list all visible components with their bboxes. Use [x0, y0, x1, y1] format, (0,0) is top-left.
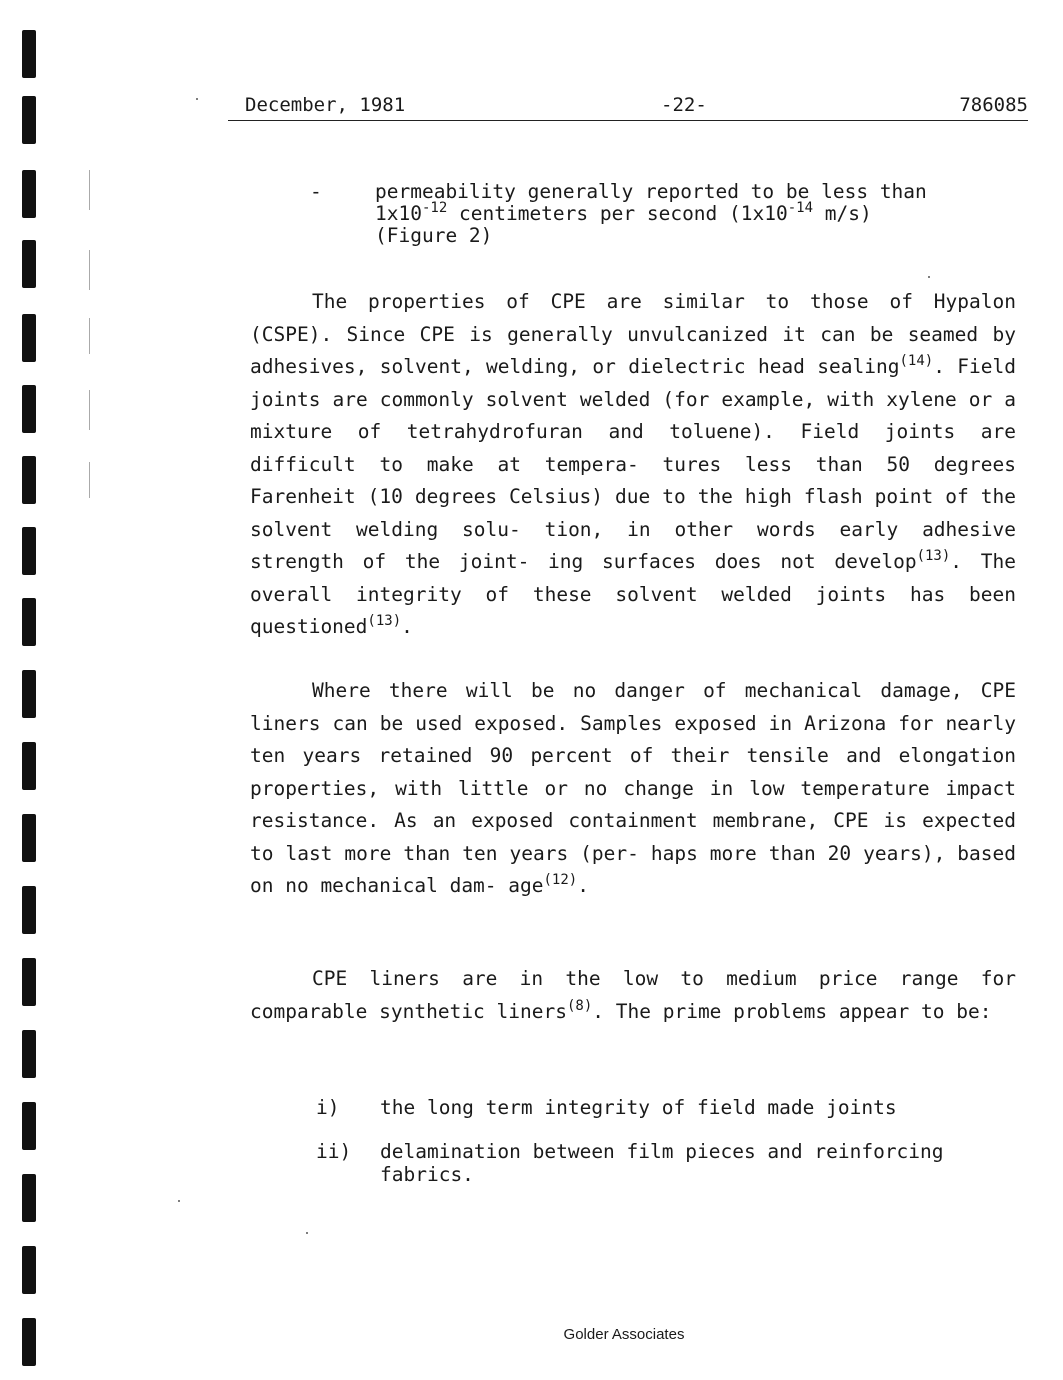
para2-end: .	[577, 874, 589, 897]
bullet-suffix: m/s)	[813, 202, 872, 225]
reference-14: (14)	[899, 353, 934, 369]
scan-mark	[89, 462, 90, 498]
binder-punch-hole	[22, 385, 36, 433]
para2-text: Where there will be no danger of mechanical damage, CPE liners can be used exposed. Samples exposed in Arizona for nearly ten years retained 90 percent of their tensile and elongation properties, with little or no change in low temperature impact resistance. As an exposed containment membrane, CPE is expected to last more than ten years (per- haps more than 20 years), based on no mechanical dam- age	[250, 679, 1016, 897]
bullet-line-2	[375, 200, 1015, 225]
scan-speck	[928, 276, 930, 278]
para1-text-4: .	[401, 615, 413, 638]
scan-mark	[89, 170, 90, 210]
binder-punch-hole	[22, 456, 36, 504]
paragraph-exposure	[250, 675, 1016, 903]
bullet-text	[375, 181, 1015, 247]
binder-punch-hole	[22, 958, 36, 1006]
bullet-line-1: permeability generally reported to be less than	[375, 180, 927, 203]
reference-8: (8)	[566, 997, 593, 1014]
binder-punch-hole	[22, 742, 36, 790]
bullet-marker: -	[310, 180, 322, 203]
reference-12: (12)	[543, 872, 578, 888]
binder-punch-hole	[22, 886, 36, 934]
scan-mark	[89, 250, 90, 290]
paragraph-price	[250, 963, 1016, 1028]
para1-text-3: . The overall integrity of these solvent welded joints has been questioned	[250, 550, 1017, 638]
scan-mark	[89, 318, 90, 354]
reference-13b: (13)	[367, 613, 402, 629]
list-item-text: delamination between film pieces and reinforcing fabrics.	[380, 1140, 944, 1186]
binder-punch-hole	[22, 670, 36, 718]
binder-punch-hole	[22, 1174, 36, 1222]
footer-company: Golder Associates	[563, 1326, 685, 1343]
bullet-exponent-2: -14	[787, 200, 814, 216]
binder-punch-hole	[22, 240, 36, 288]
binder-punch-hole	[22, 1102, 36, 1150]
list-item-label: ii)	[316, 1140, 352, 1163]
binder-punch-hole	[22, 527, 36, 575]
paragraph-properties	[250, 286, 1016, 644]
page-number: -22-	[661, 94, 707, 116]
bullet-mid: centimeters per second (1x10	[447, 202, 788, 225]
binder-punch-hole	[22, 170, 36, 218]
binder-punch-hole	[22, 314, 36, 362]
page-header	[228, 92, 1028, 121]
list-item-text: the long term integrity of field made joints	[380, 1096, 897, 1119]
list-item-label: i)	[316, 1096, 340, 1119]
para1-text: The properties of CPE are similar to those of Hypalon (CSPE). Since CPE is generally unvulcanized it can be seamed by adhesives, solvent, welding, or dielectric head sealing	[250, 290, 1016, 378]
binder-punch-hole	[22, 1246, 36, 1294]
binder-punch-hole	[22, 96, 36, 144]
scan-speck	[178, 1200, 180, 1202]
binder-punch-hole	[22, 598, 36, 646]
binder-punch-hole	[22, 30, 36, 78]
binder-punch-hole	[22, 814, 36, 862]
document-number: 786085	[959, 94, 1028, 116]
scan-speck	[306, 1232, 308, 1234]
para3-text-2: . The prime problems appear to be:	[592, 999, 992, 1023]
scan-speck	[196, 98, 198, 100]
header-date: December, 1981	[245, 94, 406, 116]
bullet-line-3: (Figure 2)	[375, 224, 493, 247]
binder-punch-hole	[22, 1030, 36, 1078]
bullet-value-1: 1x10	[375, 202, 422, 225]
reference-13a: (13)	[916, 548, 951, 564]
bullet-exponent-1: -12	[421, 200, 448, 216]
para3-text: CPE liners are in the low to medium price range for comparable synthetic liners	[250, 967, 1016, 1023]
scan-mark	[89, 390, 90, 430]
para1-text-2: . Field joints are commonly solvent welded (for example, with xylene or a mixture of tetrahydrofuran and toluene). Field joints are difficult to make at tempera- tures less than 50 degrees Farenheit (10 degrees Celsius) due to the high flash point of the solvent welding solu- tion, in other words early adhesive strength of the joint- ing surfaces does not develop	[250, 355, 1016, 573]
